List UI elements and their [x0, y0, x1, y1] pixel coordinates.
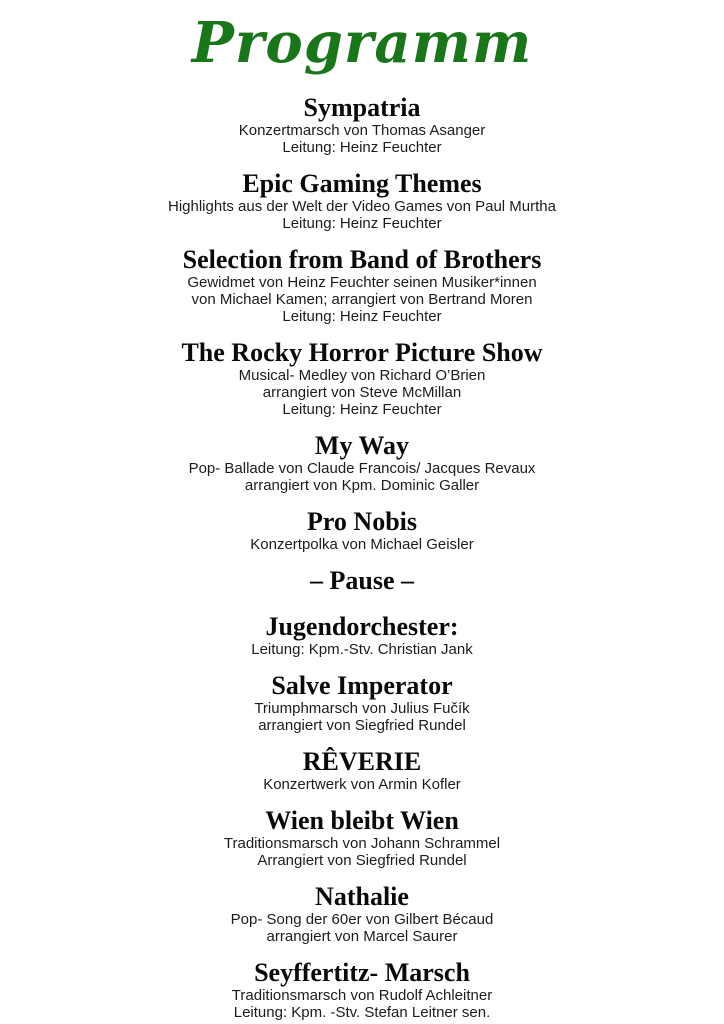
pause-label: – Pause – — [310, 566, 414, 595]
section-detail-line: arrangiert von Siegfried Rundel — [258, 717, 466, 734]
section-detail-line: von Michael Kamen; arrangiert von Bertrand Moren — [191, 291, 533, 308]
program-section-my-way — [42, 432, 682, 494]
section-detail-line: Traditionsmarsch von Rudolf Achleitner — [231, 987, 493, 1004]
section-detail-line: Leitung: Heinz Feuchter — [282, 401, 442, 418]
section-detail-line: Konzertwerk von Armin Kofler — [263, 776, 461, 793]
section-title: Epic Gaming Themes — [242, 169, 482, 198]
section-detail-line: Triumphmarsch von Julius Fučík — [254, 700, 470, 717]
section-detail-line: Konzertpolka von Michael Geisler — [250, 536, 474, 553]
section-detail-line: arrangiert von Marcel Saurer — [266, 928, 458, 945]
section-detail-line: Arrangiert von Siegfried Rundel — [257, 852, 467, 869]
section-detail-line: Konzertmarsch von Thomas Asanger — [238, 122, 486, 139]
program-section-nathalie — [42, 883, 682, 945]
section-detail-line: arrangiert von Kpm. Dominic Galler — [244, 477, 480, 494]
section-detail-line: Leitung: Heinz Feuchter — [282, 215, 442, 232]
section-title: Sympatria — [303, 93, 421, 122]
program-section-sympatria — [42, 94, 682, 156]
section-title: My Way — [314, 431, 410, 460]
section-title: Salve Imperator — [271, 671, 453, 700]
program-section-salve-imperator — [42, 672, 682, 734]
section-detail-line: Leitung: Kpm.-Stv. Christian Jank — [251, 641, 473, 658]
section-detail-line: Gewidmet von Heinz Feuchter seinen Musiker*innen — [187, 274, 537, 291]
section-detail-line: Pop- Song der 60er von Gilbert Bécaud — [230, 911, 494, 928]
section-detail-line: Leitung: Heinz Feuchter — [282, 308, 442, 325]
program-section-pro-nobis — [42, 508, 682, 553]
section-detail-line: Pop- Ballade von Claude Francois/ Jacques Revaux — [188, 460, 536, 477]
program-section-wien-bleibt-wien — [42, 807, 682, 869]
program-section-band-of-brothers — [42, 246, 682, 325]
section-title: Jugendorchester: — [265, 612, 459, 641]
section-title: Nathalie — [315, 882, 409, 911]
program-section-seyffertitz-marsch — [42, 959, 682, 1021]
section-title: Seyffertitz- Marsch — [254, 958, 470, 987]
section-title: Selection from Band of Brothers — [182, 245, 542, 274]
section-title: Pro Nobis — [306, 507, 418, 536]
program-section-rocky-horror — [42, 339, 682, 418]
page-title: Programm — [191, 10, 533, 76]
pause-divider — [42, 567, 682, 595]
section-title: Wien bleibt Wien — [265, 806, 459, 835]
section-detail-line: Musical- Medley von Richard O’Brien — [238, 367, 486, 384]
section-detail-line: Traditionsmarsch von Johann Schrammel — [223, 835, 501, 852]
program-section-reverie — [42, 748, 682, 793]
section-title: RÊVERIE — [302, 747, 422, 776]
section-detail-line: Highlights aus der Welt der Video Games von Paul Murtha — [168, 198, 556, 215]
section-title: The Rocky Horror Picture Show — [181, 338, 543, 367]
section-detail-line: Leitung: Kpm. -Stv. Stefan Leitner sen. — [233, 1004, 491, 1021]
program-section-jugendorchester — [42, 613, 682, 658]
section-detail-line: arrangiert von Steve McMillan — [262, 384, 462, 401]
program-section-epic-gaming-themes — [42, 170, 682, 232]
section-detail-line: Leitung: Heinz Feuchter — [282, 139, 442, 156]
